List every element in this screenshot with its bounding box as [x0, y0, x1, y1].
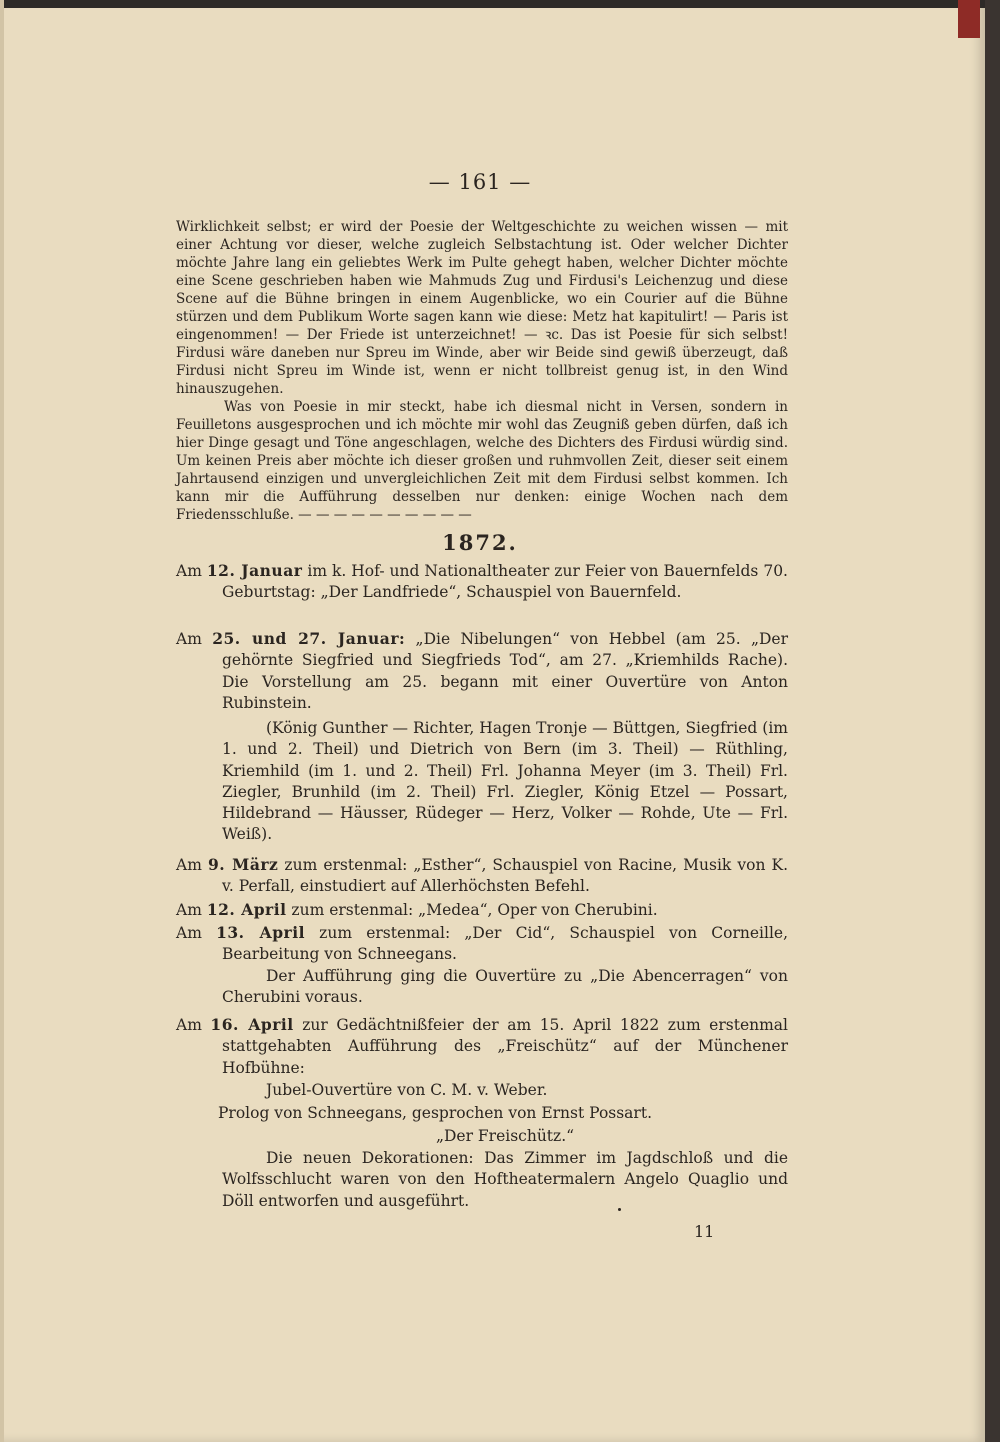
entry-text: zum erstenmal: „Der Cid“, Schauspiel von Corneille, Bearbeitung von Schneegans. — [222, 924, 788, 964]
entry-text: zum erstenmal: „Medea“, Oper von Cherubini. — [286, 901, 658, 919]
intro-paragraph-2: Was von Poesie in mir steckt, habe ich diesmal nicht in Versen, sondern in Feuilletons ausgesprochen und ich möchte mir wohl das Zeugniß geben dürfen, daß ich hier Dinge gesagt und Töne angeschlagen, welche des Dichters des Firdusi würdig sind. Um keinen Preis aber möchte ich dieser großen und ruhmvollen Zeit, dieser seit einem Jahrtausend einzigen und unvergleichlichen Zeit mit dem Firdusi selbst kommen. Ich kann mir die Aufführung desselben nur denken: einige Wochen nach dem Friedensschluße. — — — — — — — — — — — [176, 399, 788, 523]
print-dot — [618, 1208, 621, 1211]
intro-paragraph-1: Wirklichkeit selbst; er wird der Poesie der Weltgeschichte zu weichen wissen — mit einer Achtung vor dieser, welche zugleich Selbstachtung ist. Oder welcher Dichter möchte Jahre lang ein geliebtes Werk im Pulte gehegt haben, welcher Dichter möchte eine Scene geschrieben haben wie Mahmuds Zug und Firdusi's Leichenzug und diese Scene auf die Bühne bringen in einem Augenblicke, wo ein Courier auf die Bühne stürzen und dem Publikum Worte sagen kann wie diese: Metz hat kapitulirt! — Paris ist eingenommen! — Der Friede ist unterzeichnet! — ꝛc. Das ist Poesie für sich selbst! Firdusi wäre daneben nur Spreu im Winde, aber wir Beide sind gewiß überzeugt, daß Firdusi nicht Spreu im Winde ist, wenn er nicht tollbreist genug ist, in den Wind hinauszugehen. — [176, 219, 788, 397]
entry-12-april: Am 12. April zum erstenmal: „Medea“, Oper von Cherubini. — [176, 900, 658, 919]
entry-16-april: Am 16. April zur Gedächtnißfeier der am 15. April 1822 zum erstenmal stattgehabten Aufführung des „Freischütz“ auf der Münchener Hofbühne: — [176, 1015, 788, 1077]
entry-date: 12. April — [206, 900, 287, 919]
entry-date: 16. April — [210, 1015, 294, 1034]
program-line-3: „Der Freischütz.“ — [435, 1127, 575, 1145]
entry-date: 25. und 27. Januar: — [212, 629, 406, 648]
entry-9-maerz: Am 9. März zum erstenmal: „Esther“, Schauspiel von Racine, Musik von K. v. Perfall, einstudiert auf Allerhöchsten Befehl. — [176, 855, 789, 896]
entry-12-januar: Am 12. Januar im k. Hof- und Nationaltheater zur Feier von Bauernfelds 70. Geburtstag: „Der Landfriede“, Schauspiel von Bauernfeld. — [176, 561, 788, 602]
signature-mark: 11 — [694, 1222, 715, 1241]
entry-13-april: Am 13. April zum erstenmal: „Der Cid“, Schauspiel von Corneille, Bearbeitung von Schneegans. — [176, 923, 788, 964]
year-heading: 1872. — [442, 530, 518, 555]
bookmark-ribbon — [958, 0, 980, 38]
program-line-1: Jubel-Ouvertüre von C. M. v. Weber. — [266, 1081, 548, 1099]
entry-text: im k. Hof- und Nationaltheater zur Feier von Bauernfelds 70. Geburtstag: „Der Landfriede“, Schauspiel von Bauernfeld. — [222, 562, 788, 602]
page-left-edge — [0, 0, 4, 1442]
cast-list: (König Gunther — Richter, Hagen Tronje — Büttgen, Siegfried (im 1. und 2. Theil) und Dietrich von Bern (im 3. Theil) — Rüthling, Kriemhild (im 1. und 2. Theil) Frl. Johanna Meyer (im 3. Theil) Frl. Ziegler, Brunhild (im 2. Theil) Frl. Ziegler, König Etzel — Possart, Hildebrand — Häusser, Rüdeger — Herz, Volker — Rohde, Ute — Frl. Weiß). — [222, 719, 788, 844]
page-number: — 161 — — [428, 170, 532, 194]
entry-text: zum erstenmal: „Esther“, Schauspiel von Racine, Musik von K. v. Perfall, einstudiert auf Allerhöchsten Befehl. — [222, 856, 789, 896]
entry-text: „Die Nibelungen“ von Hebbel (am 25. „Der gehörnte Siegfried und Siegfrieds Tod“, am 27. „Kriemhilds Rache). Die Vorstellung am 25. begann mit einer Ouvertüre von Anton Rubinstein. — [222, 630, 788, 712]
entry-date: 9. März — [207, 855, 279, 874]
entry-25-27-januar: Am 25. und 27. Januar: „Die Nibelungen“ von Hebbel (am 25. „Der gehörnte Siegfried und Siegfrieds Tod“, am 27. „Kriemhilds Rache). Die Vorstellung am 25. begann mit einer Ouvertüre von Anton Rubinstein. — [176, 629, 788, 712]
entry-note: Die neuen Dekorationen: Das Zimmer im Jagdschloß und die Wolfsschlucht waren von den Hoftheatermalern Angelo Quaglio und Döll entworfen und ausgeführt. — [222, 1149, 788, 1210]
entry-date: 13. April — [216, 923, 305, 942]
entry-note: Der Aufführung ging die Ouvertüre zu „Die Abencerragen“ von Cherubini voraus. — [222, 967, 788, 1007]
entry-date: 12. Januar — [206, 561, 303, 580]
program-line-2: Prolog von Schneegans, gesprochen von Ernst Possart. — [218, 1104, 652, 1122]
entry-text: zur Gedächtnißfeier der am 15. April 1822 zum erstenmal stattgehabten Aufführung des „Freischütz“ auf der Münchener Hofbühne: — [222, 1016, 788, 1077]
book-cover-edge — [985, 0, 1000, 1442]
page-top-edge — [0, 0, 985, 8]
